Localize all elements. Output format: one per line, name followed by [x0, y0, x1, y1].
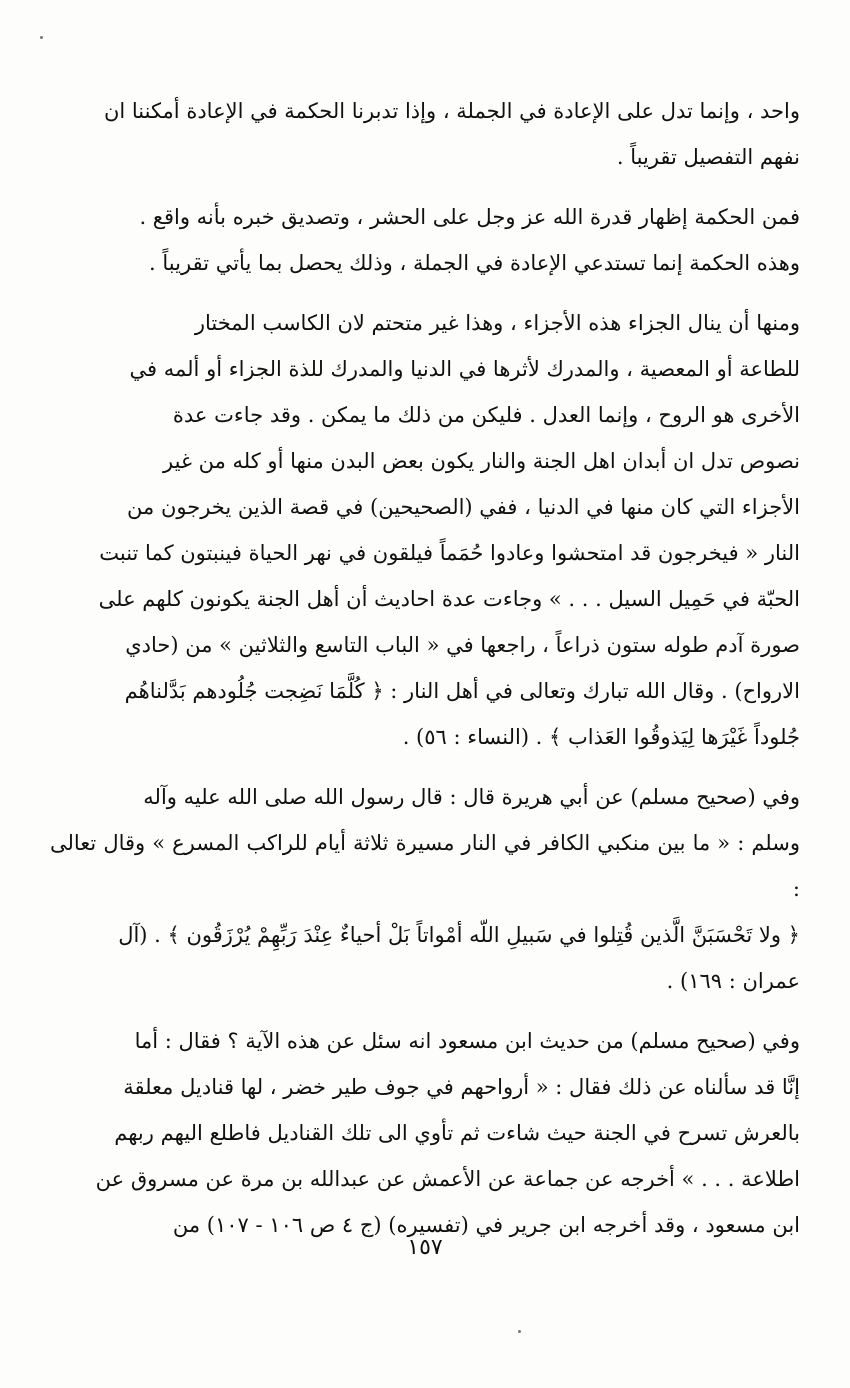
text-line: نصوص تدل ان أبدان اهل الجنة والنار يكون بعض البدن منها أو كله من غير [163, 449, 800, 473]
text-line: الأجزاء التي كان منها في الدنيا ، ففي (الصحيحين) في قصة الذين يخرجون من [127, 495, 800, 519]
text-line: واحد ، وإنما تدل على الإعادة في الجملة ، وإذا تدبرنا الحكمة في الإعادة أمكننا ان [103, 99, 800, 123]
text-line: الأخرى هو الروح ، وإنما العدل . فليكن من ذلك ما يمكن . وقد جاءت عدة [172, 403, 800, 427]
scan-speck [40, 36, 43, 39]
text-line: ﴿ ولا تَحْسَبَنَّ الَّذين قُتِلوا في سَبيلِ اللّه أمْواتاً بَلْ أحياءٌ عِنْدَ رَبِّهِمْ يُرْزَقُون ﴾ . (آل [118, 923, 800, 947]
text-line: وفي (صحيح مسلم) عن أبي هريرة قال : قال رسول الله صلى الله عليه وآله [143, 785, 800, 809]
text-line: جُلوداً غَيْرَها لِيَذوقُوا العَذاب ﴾ . (النساء : ٥٦) . [402, 725, 800, 749]
text-line: إنَّا قد سألناه عن ذلك فقال : « أرواحهم في جوف طير خضر ، لها قناديل معلقة [123, 1075, 800, 1099]
text-line: صورة آدم طوله ستون ذراعاً ، راجعها في « الباب التاسع والثلاثين » من (حادي [125, 633, 800, 657]
paragraph-3 [50, 300, 800, 760]
text-line: وهذه الحكمة إنما تستدعي الإعادة في الجملة ، وذلك يحصل بما يأتي تقريباً . [149, 251, 800, 275]
text-line: ابن مسعود ، وقد أخرجه ابن جرير في (تفسيره) (ج ٤ ص ١٠٦ - ١٠٧) من [172, 1213, 800, 1237]
page-number: ١٥٧ [407, 1235, 443, 1260]
text-line: الارواح) . وقال الله تبارك وتعالى في أهل النار : ﴿ كُلَّمَا نَضِجت جُلُودهم بَدَّلناهُم [124, 679, 800, 703]
page-body [50, 88, 800, 1262]
text-line: وفي (صحيح مسلم) من حديث ابن مسعود انه سئل عن هذه الآية ؟ فقال : أما [134, 1029, 800, 1053]
text-line: نفهم التفصيل تقريباً . [616, 145, 800, 169]
paragraph-4 [50, 774, 800, 1004]
paragraph-5 [50, 1018, 800, 1248]
text-line: اطلاعة . . . » أخرجه عن جماعة عن الأعمش عن عبدالله بن مرة عن مسروق عن [95, 1167, 800, 1191]
text-line: ومنها أن ينال الجزاء هذه الأجزاء ، وهذا غير متحتم لان الكاسب المختار [194, 311, 800, 335]
text-line: الحبّة في حَمِيل السيل . . . » وجاءت عدة احاديث أن أهل الجنة يكونون كلهم على [98, 587, 800, 611]
text-line: وسلم : « ما بين منكبي الكافر في النار مسيرة ثلاثة أيام للراكب المسرع » وقال تعالى : [50, 831, 800, 901]
paragraph-1 [50, 88, 800, 180]
text-line: بالعرش تسرح في الجنة حيث شاءت ثم تأوي الى تلك القناديل فاطلع اليهم ربهم [114, 1121, 800, 1145]
paragraph-2 [50, 194, 800, 286]
text-line: عمران : ١٦٩) . [666, 969, 800, 993]
text-line: النار « فيخرجون قد امتحشوا وعادوا حُمَماً فيلقون في نهر الحياة فينبتون كما تنبت [99, 541, 800, 565]
scan-speck [518, 1330, 521, 1333]
text-line: للطاعة أو المعصية ، والمدرك لأثرها في الدنيا والمدرك للذة الجزاء أو ألمه في [129, 357, 800, 381]
text-line: فمن الحكمة إظهار قدرة الله عز وجل على الحشر ، وتصديق خبره بأنه واقع . [139, 205, 800, 229]
